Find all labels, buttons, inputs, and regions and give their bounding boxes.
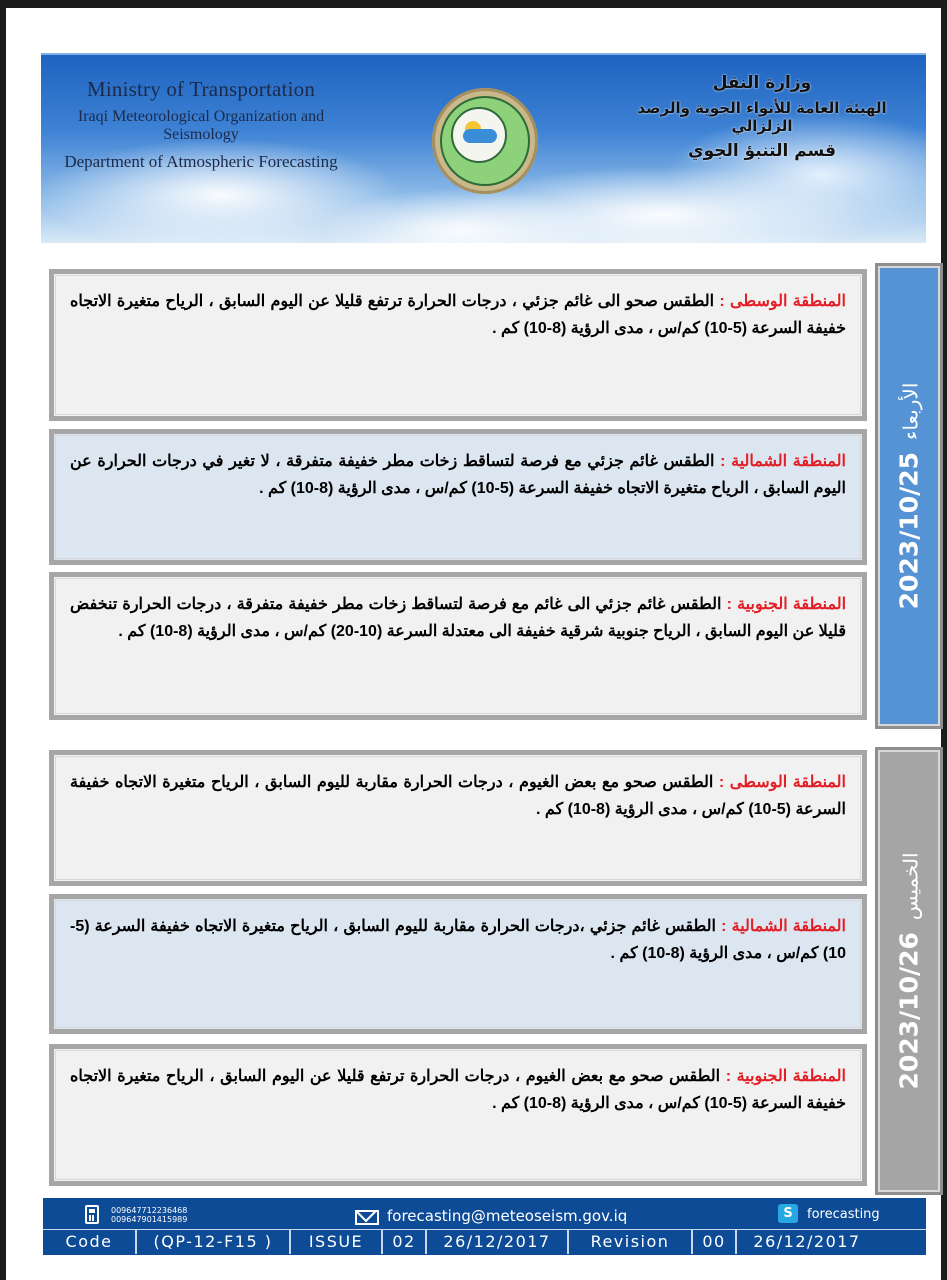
footer-bar: [43, 1198, 926, 1255]
day-date: 2023/10/26: [894, 932, 924, 1090]
skype-handle[interactable]: forecasting: [807, 1207, 880, 1222]
region-central: [49, 750, 867, 886]
region-south: [49, 1044, 867, 1186]
organization-title-ar: الهيئة العامة للأنواء الجوية والرصد الزلزالي: [637, 99, 887, 135]
document-code-bar: [43, 1229, 926, 1254]
revision-value: 00: [693, 1230, 737, 1254]
region-label: المنطقة الجنوبية :: [726, 596, 847, 613]
ministry-title-ar: وزارة النقل: [712, 73, 812, 93]
skype-icon: [778, 1204, 798, 1223]
region-label: المنطقة الجنوبية :: [725, 1068, 846, 1085]
region-north: [49, 894, 867, 1034]
phone-numbers: [111, 1206, 187, 1224]
region-forecast-text: الطقس صحو مع بعض الغيوم ، درجات الحرارة مقاربة لليوم السابق ، الرياح متغيرة الاتجاه خفيفة السرعة (5-10) كم/س ، مدى الرؤية (8-10) كم .: [70, 774, 846, 818]
revision-date: 26/12/2017: [753, 1232, 861, 1251]
day-name: الخميس: [898, 852, 923, 921]
issue-date: 26/12/2017: [427, 1230, 569, 1254]
region-south: [49, 572, 867, 720]
region-forecast-text: الطقس صحو مع بعض الغيوم ، درجات الحرارة ترتفع قليلا عن اليوم السابق ، الرياح متغيرة الاتجاه خفيفة السرعة (5-10) كم/س ، مدى الرؤية (8-10) كم .: [70, 1068, 846, 1112]
region-forecast-text: الطقس غائم جزئي ،درجات الحرارة مقاربة لليوم السابق ، الرياح متغيرة الاتجاه خفيفة السرعة (5-10) كم/س ، مدى الرؤية (8-10) كم .: [70, 918, 846, 962]
region-forecast-text: الطقس صحو الى غائم جزئي ، درجات الحرارة ترتفع قليلا عن اليوم السابق ، الرياح متغيرة الاتجاه خفيفة السرعة (5-10) كم/س ، مدى الرؤية (8-10) كم .: [70, 293, 846, 337]
organization-title-en: Iraqi Meteorological Organization and Seismology: [77, 108, 325, 143]
envelope-icon: [355, 1210, 379, 1225]
department-title-en: Department of Atmospheric Forecasting: [64, 152, 338, 171]
code-label: Code: [43, 1230, 137, 1254]
weather-emblem-icon: [451, 107, 507, 163]
phone-number: 009647712236468: [111, 1206, 188, 1215]
forecast-day-2: [46, 750, 944, 1192]
day-date: 2023/10/25: [894, 451, 924, 610]
issue-label: ISSUE: [291, 1230, 383, 1254]
region-forecast-text: الطقس غائم جزئي الى غائم مع فرصة لتساقط زخات مطر خفيفة متفرقة ، درجات الحرارة تنخفض قليلا عن اليوم السابق ، الرياح جنوبية شرقية خفيفة الى معتدلة السرعة (10-20) كم/س ، مدى الرؤية (8-10) كم .: [70, 596, 846, 640]
region-central: [49, 269, 867, 421]
organization-logo: [432, 88, 538, 194]
document-page: [6, 8, 941, 1280]
region-label: المنطقة الشمالية :: [720, 453, 846, 470]
day-date-sidebar: [878, 266, 940, 726]
region-label: المنطقة الوسطى :: [719, 293, 846, 310]
department-title-ar: قسم التنبؤ الجوي: [688, 141, 836, 161]
header-banner: [41, 53, 926, 243]
phone-number: 009647901415989: [111, 1215, 188, 1224]
region-north: [49, 429, 867, 565]
mobile-phone-icon: [85, 1205, 99, 1224]
contact-row: [43, 1198, 926, 1228]
day-name: الأربعاء: [898, 382, 923, 440]
revision-label: Revision: [569, 1230, 693, 1254]
day-date-sidebar: [878, 750, 940, 1192]
english-header: [41, 77, 361, 172]
email-address[interactable]: forecasting@meteoseism.gov.iq: [387, 1207, 628, 1225]
code-value: (QP-12-F15 ): [137, 1230, 291, 1254]
cloud-icon: [463, 129, 497, 143]
region-label: المنطقة الشمالية :: [721, 918, 847, 935]
arabic-header: [612, 73, 912, 161]
forecast-day-1: [46, 266, 944, 726]
ministry-title-en: Ministry of Transportation: [86, 77, 316, 101]
region-label: المنطقة الوسطى :: [718, 774, 846, 791]
issue-value: 02: [383, 1230, 427, 1254]
region-forecast-text: الطقس غائم جزئي مع فرصة لتساقط زخات مطر خفيفة متفرقة ، لا تغير في درجات الحرارة عن اليوم السابق ، الرياح متغيرة الاتجاه خفيفة السرعة (5-10) كم/س ، مدى الرؤية (8-10) كم .: [70, 453, 846, 497]
